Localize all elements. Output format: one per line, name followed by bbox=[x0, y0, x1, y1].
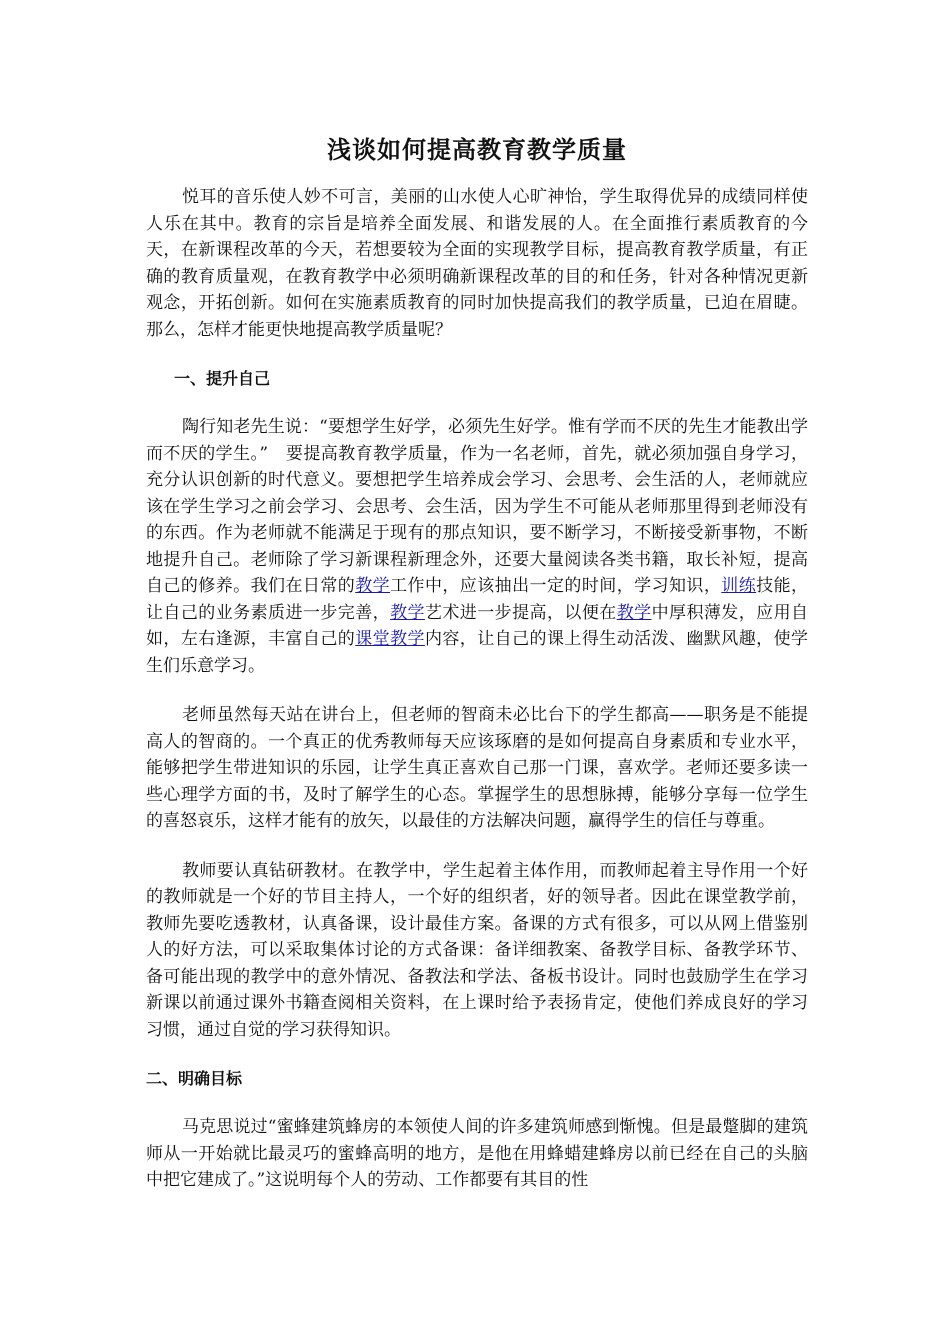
link-training[interactable]: 训练 bbox=[721, 576, 757, 596]
link-teaching[interactable]: 教学 bbox=[616, 602, 652, 623]
link-teaching[interactable]: 教学 bbox=[355, 576, 391, 596]
section1-paragraph-2: 老师虽然每天站在讲台上，但老师的智商未必比台下的学生都高——职务是不能提高人的智商的。一个真正的优秀教师每天应该琢磨的是如何提高自身素质和专业水平，能够把学生带进知识的乐园，让学生真正喜欢自己那一门课，喜欢学。老师还要多读一些心理学方面的书，及时了解学生的心态。掌握学生的思想脉搏，能够分享每一位学生的喜怒哀乐，这样才能有的放矢，以最佳的方法解决问题，赢得学生的信任与尊重。 bbox=[146, 705, 808, 831]
paragraph-text: 中厚积薄发，应用自如，左右逢源，丰富自己的 bbox=[146, 602, 809, 649]
paragraph-text: 内容，让自己的课上得生动活泼、幽默风趣，使学生们乐意学习。 bbox=[146, 629, 809, 676]
document-title: 浅谈如何提高教育教学质量 bbox=[327, 136, 627, 164]
section1-paragraph-3: 教师要认真钻研教材。在教学中，学生起着主体作用，而教师起着主导作用一个好的教师就是一个好的节目主持人，一个好的组织者，好的领导者。因此在课堂教学前，教师先要吃透教材，认真备课，设计最佳方案。备课的方式有很多，可以从网上借鉴别人的好方法，可以采取集体讨论的方式备课：备详细教案、备教学目标、备教学环节、备可能出现的教学中的意外情况、备教法和学法、备板书设计。同时也鼓励学生在学习新课以前通过课外书籍查阅相关资料，在上课时给予表扬肯定，使他们养成良好的学习习惯，通过自觉的学习获得知识。 bbox=[146, 860, 808, 1040]
section1-paragraph-1 bbox=[146, 414, 808, 679]
paragraph-text: 技能，让自己的业务素质进一步完善， bbox=[146, 576, 809, 623]
link-teaching[interactable]: 教学 bbox=[390, 602, 425, 623]
paragraph-text: 艺术进一步提高，以便在 bbox=[424, 602, 617, 623]
paragraph-text: 工作中，应该抽出一定的时间，学习知识， bbox=[390, 576, 722, 596]
section-heading-improve-self: 一、提升自己 bbox=[174, 369, 271, 388]
document-page bbox=[146, 128, 808, 1217]
section-heading-clear-goals: 二、明确目标 bbox=[146, 1069, 243, 1088]
link-classroom-teaching[interactable]: 课堂教学 bbox=[355, 629, 425, 649]
paragraph-text: 陶行知老先生说：“要想学生好学，必须先生好学。惟有学而不厌的先生才能教出学而不厌的学生。” 要提高教育教学质量，作为一名老师，首先，就必须加强自身学习，充分认识创新的时代意义。要想把学生培养成会学习、会思考、会生活的人，老师就应该在学生学习之前会学习、会思考、会生活，因为学生不可能从老师那里得到老师没有的东西。作为老师就不能满足于现有的那点知识，要不断学习，不断接受新事物，不断地提升自己。老师除了学习新课程新理念外，还要大量阅读各类书籍，取长补短，提高自己的修养。我们在日常的 bbox=[146, 417, 808, 596]
intro-paragraph: 悦耳的音乐使人妙不可言，美丽的山水使人心旷神怡，学生取得优异的成绩同样使人乐在其中。教育的宗旨是培养全面发展、和谐发展的人。在全面推行素质教育的今天，在新课程改革的今天，若想要较为全面的实现教学目标，提高教育教学质量，有正确的教育质量观，在教育教学中必须明确新课程改革的目的和任务，针对各种情况更新观念，开拓创新。如何在实施素质教育的同时加快提高我们的教学质量，已迫在眉睫。那么，怎样才能更快地提高教学质量呢？ bbox=[146, 187, 808, 340]
section2-paragraph-1: 马克思说过“蜜蜂建筑蜂房的本领使人间的许多建筑师感到惭愧。但是最蹩脚的建筑师从一开始就比最灵巧的蜜蜂高明的地方，是他在用蜂蜡建蜂房以前已经在自己的头脑中把它建成了。”这说明每个人的劳动、工作都要有其目的性 bbox=[146, 1117, 808, 1190]
